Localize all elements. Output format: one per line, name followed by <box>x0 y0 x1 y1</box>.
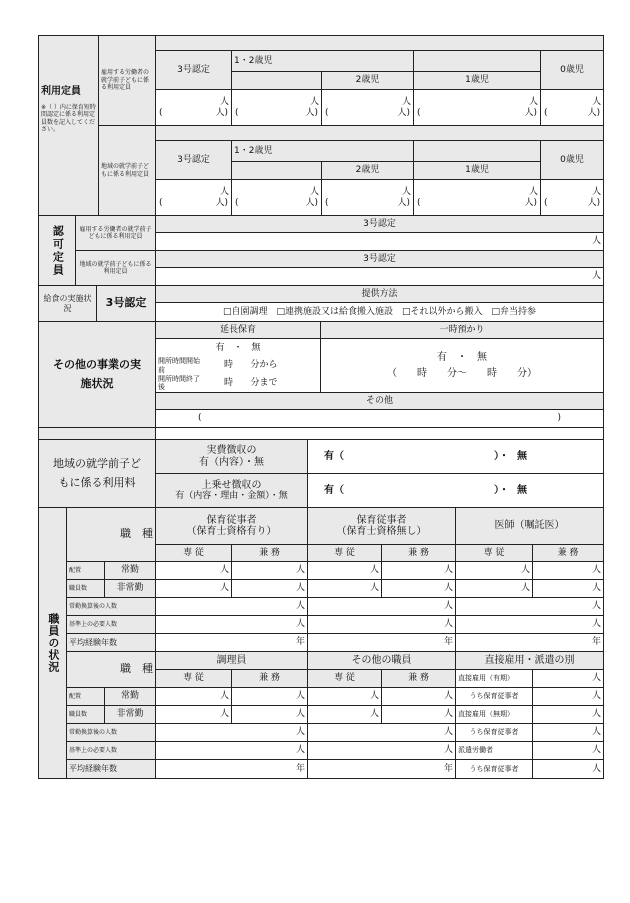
nin-c2: 人 <box>401 187 411 198</box>
pc-e1: 人) <box>587 107 601 118</box>
hoiku2-label: 保育従事者 <box>356 514 407 526</box>
pc-c2: 人) <box>397 197 410 208</box>
n1-1: 人 <box>156 562 232 580</box>
h-2-1: 2歳児 <box>322 72 414 90</box>
y2-1: 年 <box>156 760 308 779</box>
nin-e2: 人 <box>592 187 602 198</box>
kenmu-h1: 兼 務 <box>232 545 308 562</box>
h-0-1: 0歳児 <box>541 51 604 90</box>
p-a2: ( <box>159 197 163 208</box>
nin-d1: 人 <box>528 97 538 108</box>
h-1-2: 1歳児 <box>414 162 541 180</box>
kanzan-1: 常勤換算後の人数 <box>67 598 156 616</box>
uwanose-ari: 有（ <box>324 484 344 496</box>
p-e1: ( <box>544 107 548 118</box>
p-b2: ( <box>235 197 239 208</box>
shokushu-1: 職 種 <box>67 508 156 562</box>
jippi-paren-close: ）・ <box>494 450 509 462</box>
sonota-header: その他 <box>156 393 604 410</box>
h-0-2: 0歳児 <box>541 141 604 180</box>
nin-d2: 人 <box>528 187 538 198</box>
ninka-row1-label: 雇用する労働者の就学前子どもに係る利用定員 <box>76 216 156 251</box>
pc-b2: 人) <box>305 197 318 208</box>
jippi-nashi: 無 <box>517 450 527 462</box>
uwanose-paren-close: ）・ <box>494 484 509 496</box>
pc-d2: 人) <box>524 197 537 208</box>
n5-1: 人 <box>156 688 232 706</box>
encho-header: 延長保育 <box>156 322 321 339</box>
ichiji-umu: 有 ・ 無 <box>437 352 487 363</box>
p-c1: ( <box>325 107 329 118</box>
sonota-paren-open: ( <box>198 413 202 424</box>
riyo-teiin-table <box>38 35 604 216</box>
shokuin-table <box>38 507 604 779</box>
nin-a1: 人 <box>219 97 229 108</box>
muki-label: 直接雇用（無期） <box>456 706 533 724</box>
nin-e1: 人 <box>592 97 602 108</box>
n7-1: 人 <box>156 724 308 742</box>
pc-d1: 人) <box>524 107 537 118</box>
encho-fun-kara: 分から <box>249 357 321 375</box>
n3-2: 人 <box>308 598 456 616</box>
ninka-h-3go-1: 3号認定 <box>156 216 604 233</box>
kyushoku-options: □自園調理 □連携施設又は給食搬入施設 □それ以外から搬入 □弁当持参 <box>156 303 604 322</box>
y1-1: 年 <box>156 634 308 652</box>
h-uchi2: 人 <box>533 724 604 742</box>
h-uchi1: 人 <box>533 688 604 706</box>
y2-2: 年 <box>308 760 456 779</box>
n2-5: 人 <box>456 580 533 598</box>
y1-3: 年 <box>456 634 604 652</box>
h-muki: 人 <box>533 706 604 724</box>
y1-2: 年 <box>308 634 456 652</box>
choriin-label: 調理員 <box>156 652 308 670</box>
n3-1: 人 <box>156 598 308 616</box>
h-haken: 人 <box>533 742 604 760</box>
pc-a1: 人) <box>215 107 228 118</box>
jippi-sub: 有（内容）・無 <box>199 456 264 468</box>
n8-2: 人 <box>308 742 456 760</box>
uchi-3: うち保育従事者 <box>456 760 533 779</box>
uwanose-sub: 有（内容・理由・金額）・無 <box>175 491 288 502</box>
shokuin-title: 職員の状況 <box>39 508 67 779</box>
kenmu-h4: 兼 務 <box>232 670 308 688</box>
ichiji-header: 一時預かり <box>321 322 604 339</box>
chokusetsu-label: 直接雇用・派遣の別 <box>456 652 604 670</box>
shokuinsu-1: 職員数 <box>67 580 105 598</box>
h-12-2: 1・2歳児 <box>232 141 414 162</box>
n4-2: 人 <box>308 616 456 634</box>
h-1-1: 1歳児 <box>414 72 541 90</box>
n1-6: 人 <box>533 562 604 580</box>
h-12-1: 1・2歳児 <box>232 51 414 72</box>
sonota-jigyo-table <box>38 321 604 440</box>
encho-ji-1: 時 <box>223 360 233 371</box>
riyo-row1-label: 雇用する労働者の就学前子どもに係る利用定員 <box>99 36 156 126</box>
hijokin-1: 非常勤 <box>105 580 156 598</box>
pc-a2: 人) <box>215 197 228 208</box>
sonota-shokuin-label: その他の職員 <box>308 652 456 670</box>
uwanose-label: 上乗せ徴収の <box>201 479 262 491</box>
p-c2: ( <box>325 197 329 208</box>
riyoryo-title: 地域の就学前子どもに係る利用料 <box>39 440 156 508</box>
senju-h2: 専 従 <box>308 545 382 562</box>
riyoryo-table <box>38 439 604 508</box>
form-page <box>38 35 603 779</box>
n4-3: 人 <box>456 616 604 634</box>
h-3go-1: 3号認定 <box>156 51 232 90</box>
uchi-1: うち保育従事者 <box>456 688 533 706</box>
jokin-2: 常勤 <box>105 688 156 706</box>
shokushu-2: 職 種 <box>67 652 156 688</box>
senju-h3: 専 従 <box>456 545 533 562</box>
p-d2: ( <box>417 197 421 208</box>
hoiku1-label: 保育従事者 <box>206 514 257 526</box>
kyushoku-sub: 3号認定 <box>97 286 156 322</box>
nin-b2: 人 <box>309 187 319 198</box>
p-e2: ( <box>544 197 548 208</box>
hijokin-2: 非常勤 <box>105 706 156 724</box>
h-yuki: 人 <box>533 670 604 688</box>
jokin-1: 常勤 <box>105 562 156 580</box>
n6-3: 人 <box>308 706 382 724</box>
n5-2: 人 <box>232 688 308 706</box>
encho-ji-2: 時 <box>209 375 249 393</box>
kenmu-h2: 兼 務 <box>382 545 456 562</box>
uwanose-nashi: 無 <box>517 484 527 496</box>
n2-1: 人 <box>156 580 232 598</box>
pc-c1: 人) <box>397 107 410 118</box>
ninka-teiin-table <box>38 215 604 286</box>
kyushoku-title: 給食の実施状況 <box>39 286 97 322</box>
p-a1: ( <box>159 107 163 118</box>
n1-5: 人 <box>456 562 533 580</box>
n5-3: 人 <box>308 688 382 706</box>
sonota-paren-close: ) <box>557 413 561 424</box>
ninka-h-3go-2: 3号認定 <box>156 251 604 268</box>
kenmu-h5: 兼 務 <box>382 670 456 688</box>
hoiku1-sub: （保育士資格有り） <box>186 526 277 537</box>
n8-1: 人 <box>156 742 308 760</box>
pc-b1: 人) <box>305 107 318 118</box>
n5-4: 人 <box>382 688 456 706</box>
n2-4: 人 <box>382 580 456 598</box>
jippi-label: 実費徴収の <box>206 445 257 456</box>
kyushoku-method-header: 提供方法 <box>156 286 604 303</box>
kijun-2: 基準上の必要人数 <box>67 742 156 760</box>
nin-b1: 人 <box>309 97 319 108</box>
ichiji-time: （ 時 分～ 時 分） <box>387 367 537 379</box>
senju-h4: 専 従 <box>156 670 232 688</box>
jippi-ari: 有（ <box>324 450 344 462</box>
encho-end-label: 開所時間終了後 <box>156 375 209 393</box>
haichi-2: 配置 <box>67 688 105 706</box>
riyo-teiin-note: ※（ ）内に保育短時間認定に係る利用定員数を記入してください。 <box>41 103 96 133</box>
n7-2: 人 <box>308 724 456 742</box>
h-3go-2: 3号認定 <box>156 141 232 180</box>
n2-3: 人 <box>308 580 382 598</box>
nin-c1: 人 <box>401 97 411 108</box>
kenmu-h3: 兼 務 <box>533 545 604 562</box>
heikin-1: 平均経験年数 <box>67 634 156 652</box>
n2-2: 人 <box>232 580 308 598</box>
ishi-label: 医師（嘱託医） <box>456 508 604 545</box>
n6-2: 人 <box>232 706 308 724</box>
n4-1: 人 <box>156 616 308 634</box>
shokuinsu-2: 職員数 <box>67 706 105 724</box>
n2-6: 人 <box>533 580 604 598</box>
n6-1: 人 <box>156 706 232 724</box>
encho-fun-made: 分まで <box>249 375 321 393</box>
n1-4: 人 <box>382 562 456 580</box>
riyo-teiin-title: 利用定員 <box>41 86 81 97</box>
senju-h1: 専 従 <box>156 545 232 562</box>
n6-4: 人 <box>382 706 456 724</box>
haken-label: 派遣労働者 <box>456 742 533 760</box>
nin-a2: 人 <box>219 187 229 198</box>
hoiku2-sub: （保育士資格無し） <box>336 526 427 537</box>
haichi-1: 配置 <box>67 562 105 580</box>
ninka-nin-1: 人 <box>156 233 604 251</box>
pc-e2: 人) <box>587 197 601 208</box>
riyo-row2-label: 地域の就学前子どもに係る利用定員 <box>99 126 156 216</box>
n1-2: 人 <box>232 562 308 580</box>
encho-start-label: 開所時間開始前 <box>156 357 209 375</box>
n1-3: 人 <box>308 562 382 580</box>
p-d1: ( <box>417 107 421 118</box>
yuki-label: 直接雇用（有期） <box>456 670 533 688</box>
heikin-2: 平均経験年数 <box>67 760 156 779</box>
ninka-nin-2: 人 <box>156 268 604 286</box>
encho-umu: 有 ・ 無 <box>156 339 321 357</box>
h-2-2: 2歳児 <box>322 162 414 180</box>
senju-h5: 専 従 <box>308 670 382 688</box>
kijun-1: 基準上の必要人数 <box>67 616 156 634</box>
n3-3: 人 <box>456 598 604 616</box>
p-b1: ( <box>235 107 239 118</box>
h-uchi3: 人 <box>533 760 604 779</box>
kanzan-2: 常勤換算後の人数 <box>67 724 156 742</box>
sonota-jigyo-title: その他の事業の実施状況 <box>39 322 156 428</box>
ninka-title: 認可定員 <box>39 216 76 286</box>
ninka-row2-label: 地域の就学前子どもに係る利用定員 <box>76 251 156 286</box>
kyushoku-table <box>38 285 604 322</box>
uchi-2: うち保育従事者 <box>456 724 533 742</box>
